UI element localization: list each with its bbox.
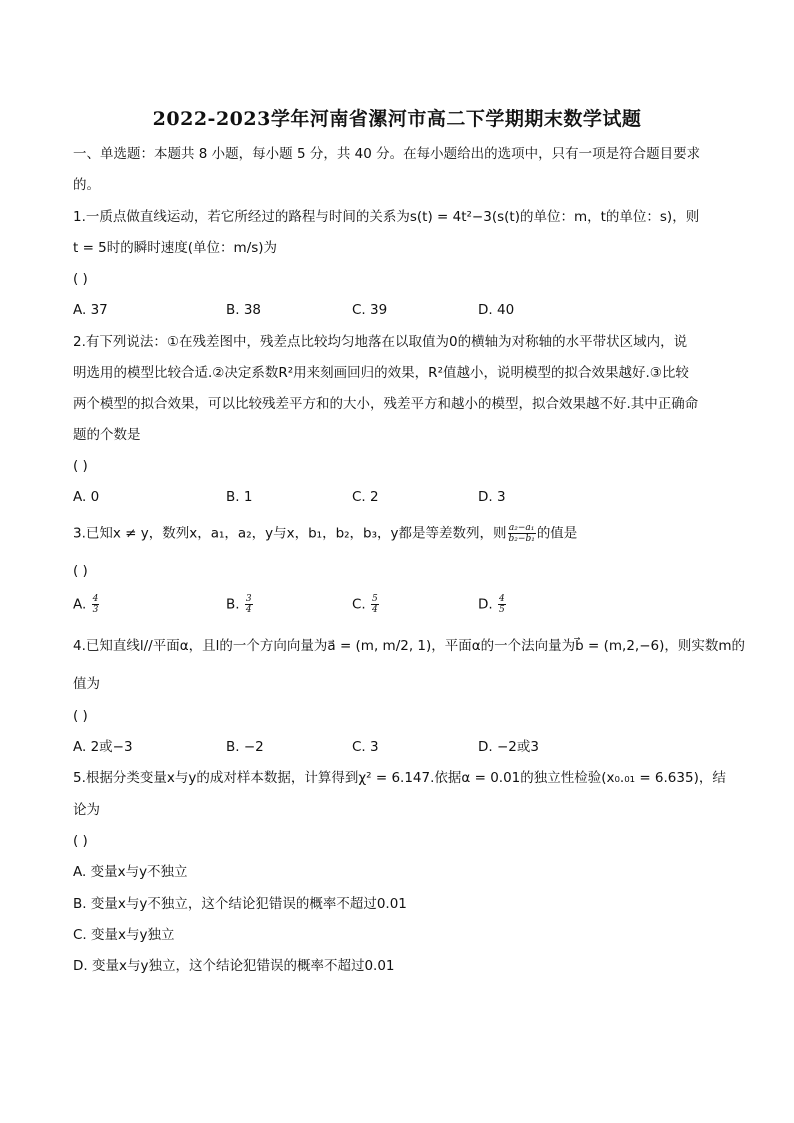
q4-line2: 值为: [73, 676, 100, 692]
q3-text-pre: 3.已知x ≠ y，数列x，a₁，a₂，y与x，b₁，b₂，b₃，y都是等差数列，则: [73, 525, 507, 542]
q3-option-c-label: C.: [352, 596, 371, 613]
q3-option-c-den: 4: [372, 605, 378, 615]
q4-answer-paren: ( ): [73, 708, 88, 724]
q3-option-d-label: D.: [478, 596, 497, 613]
q3-option-a-fraction: [92, 594, 100, 615]
q3-fraction: [508, 523, 536, 544]
q3-option-c-num: 5: [372, 594, 378, 604]
q5-answer-paren: ( ): [73, 833, 88, 849]
q3-answer-paren: ( ): [73, 563, 88, 579]
q1-option-c: C. 39: [352, 302, 388, 318]
q5-option-b: B. 变量x与y不独立，这个结论犯错误的概率不超过0.01: [73, 896, 407, 912]
q3-option-a-label: A.: [73, 596, 91, 613]
section-heading-line2: 的。: [73, 177, 100, 193]
q3-option-d-den: 5: [498, 605, 505, 615]
q1-option-b: B. 38: [226, 302, 262, 318]
q5-line1: 5.根据分类变量x与y的成对样本数据，计算得到χ² = 6.147.依据α = 0.01的独立性检验(x₀.₀₁ = 6.635)，结: [73, 770, 726, 786]
q4-option-d: D. −2或3: [478, 739, 539, 755]
q3-option-b: [226, 594, 254, 615]
q1-answer-paren: ( ): [73, 271, 88, 287]
q4-option-b: B. −2: [226, 739, 264, 755]
q1-line2: t = 5时的瞬时速度(单位：m/s)为: [73, 240, 278, 256]
q1-option-d: D. 40: [478, 302, 515, 318]
q4-option-c: C. 3: [352, 739, 379, 755]
q3-option-b-num: 3: [245, 594, 252, 604]
q5-line2: 论为: [73, 802, 100, 818]
q1-option-a: A. 37: [73, 302, 108, 318]
q3-line1: [73, 523, 577, 544]
q3-option-d: [478, 594, 507, 615]
q3-frac-denominator: b₂−b₁: [508, 534, 535, 544]
q3-option-b-label: B.: [226, 596, 244, 613]
q3-option-d-num: 4: [498, 594, 505, 604]
q5-option-c: C. 变量x与y独立: [73, 927, 175, 943]
q3-option-b-den: 4: [245, 605, 252, 615]
q3-option-b-fraction: [245, 594, 253, 615]
q2-option-d: D. 3: [478, 489, 506, 505]
q3-option-d-fraction: [498, 594, 506, 615]
q2-option-b: B. 1: [226, 489, 253, 505]
q2-line2: 明选用的模型比较合适.②决定系数R²用来刻画回归的效果，R²值越小，说明模型的拟合效果越好.③比较: [73, 365, 689, 381]
q3-text-post: 的值是: [536, 525, 578, 542]
q5-option-d: D. 变量x与y独立，这个结论犯错误的概率不超过0.01: [73, 958, 395, 974]
q1-line1: 1.一质点做直线运动，若它所经过的路程与时间的关系为s(t) = 4t²−3(s(t)的单位：m，t的单位：s)，则: [73, 209, 700, 225]
q3-option-c: [352, 594, 380, 615]
q2-line1: 2.有下列说法：①在残差图中，残差点比较均匀地落在以取值为0的横轴为对称轴的水平带状区域内，说: [73, 334, 688, 350]
q4-option-a: A. 2或−3: [73, 739, 133, 755]
page-title: 2022-2023学年河南省漯河市高二下学期期末数学试题: [152, 108, 642, 130]
q2-option-c: C. 2: [352, 489, 379, 505]
q3-option-a-num: 4: [92, 594, 99, 604]
q3-option-a-den: 3: [92, 605, 99, 615]
q3-frac-numerator: a₂−a₁: [508, 523, 535, 533]
q5-option-a: A. 变量x与y不独立: [73, 864, 188, 880]
q2-line4: 题的个数是: [73, 427, 141, 443]
q2-line3: 两个模型的拟合效果，可以比较残差平方和的大小，残差平方和越小的模型，拟合效果越不好.其中正确命: [73, 396, 699, 412]
q2-option-a: A. 0: [73, 489, 100, 505]
q2-answer-paren: ( ): [73, 458, 88, 474]
q4-line1: 4.已知直线l//平面α，且l的一个方向向量为a⃗ = (m, m/2, 1)，平面α的一个法向量为b⃗ = (m,2,−6)，则实数m的: [73, 638, 746, 654]
q3-option-c-fraction: [371, 594, 379, 615]
section-heading-line1: 一、单选题：本题共 8 小题，每小题 5 分，共 40 分。在每小题给出的选项中，只有一项是符合题目要求: [73, 146, 701, 162]
q3-option-a: [73, 594, 100, 615]
